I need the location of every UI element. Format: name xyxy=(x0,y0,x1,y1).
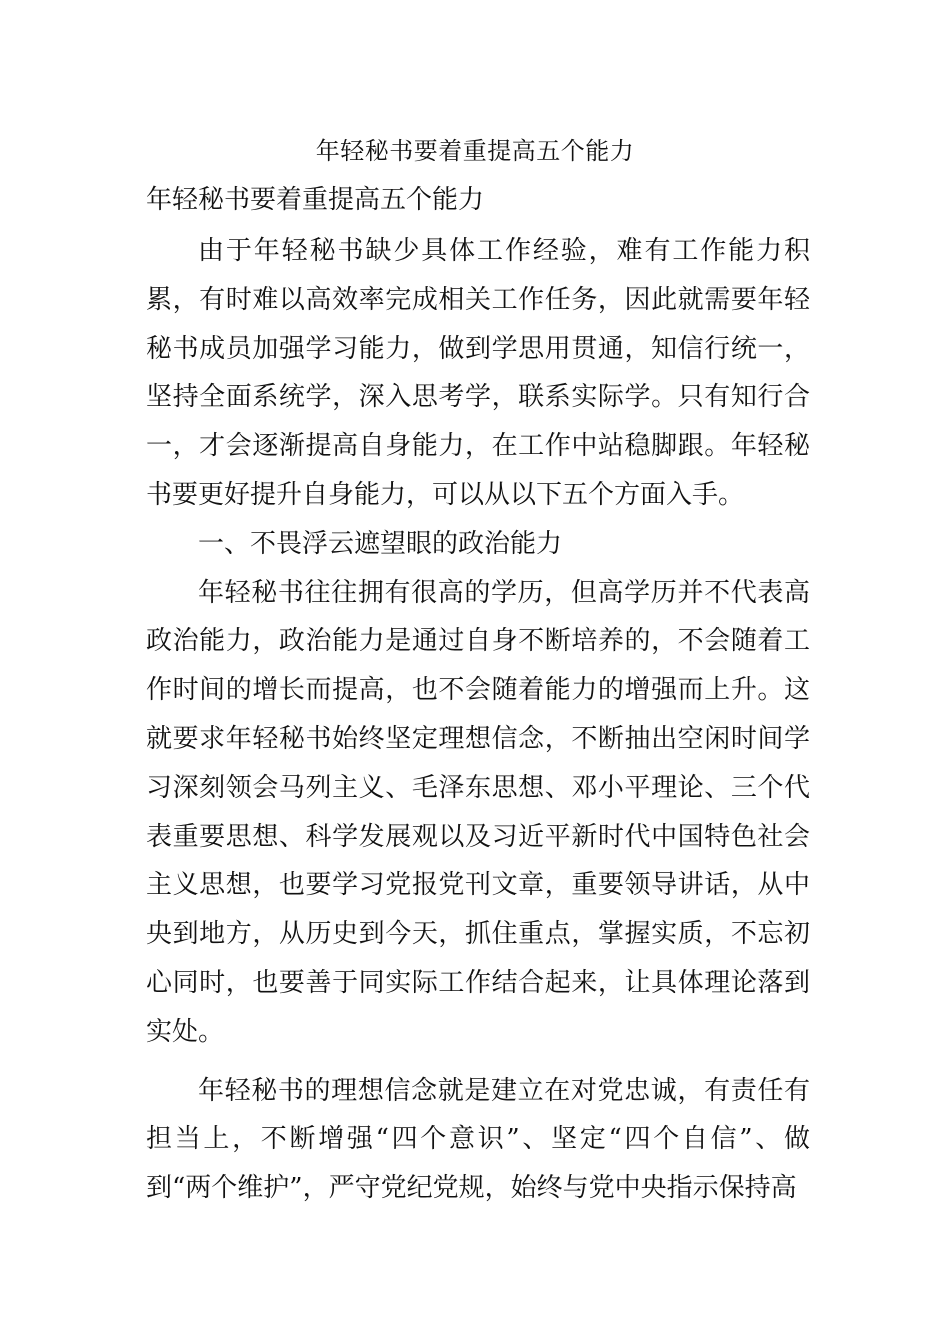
paragraph-ideals: 年轻秘书的理想信念就是建立在对党忠诚，有责任有担当上，不断增强“四个意识”、坚定“四个自信”、做到“两个维护”，严守党纪党规，始终与党中央指示保持高 xyxy=(146,1075,810,1204)
document-title: 年轻秘书要着重提高五个能力 xyxy=(315,137,635,165)
paragraph-intro: 由于年轻秘书缺少具体工作经验，难有工作能力积累，有时难以高效率完成相关工作任务，因此就需要年轻秘书成员加强学习能力，做到学思用贯通，知信行统一，坚持全面系统学，深入思考学，联系实际学。只有知行合一，才会逐渐提高自身能力，在工作中站稳脚跟。年轻秘书要更好提升自身能力，可以从以下五个方面入手。 xyxy=(146,236,810,510)
section-heading-1: 一、不畏浮云遮望眼的政治能力 xyxy=(198,528,563,559)
document-subtitle: 年轻秘书要着重提高五个能力 xyxy=(146,185,485,215)
paragraph-political-ability: 年轻秘书往往拥有很高的学历，但高学历并不代表高政治能力，政治能力是通过自身不断培养的，不会随着工作时间的增长而提高，也不会随着能力的增强而上升。这就要求年轻秘书始终坚定理想信念，不断抽出空闲时间学习深刻领会马列主义、毛泽东思想、邓小平理论、三个代表重要思想、科学发展观以及习近平新时代中国特色社会主义思想，也要学习党报党刊文章，重要领导讲话，从中央到地方，从历史到今天，抓住重点，掌握实质，不忘初心同时，也要善于同实际工作结合起来，让具体理论落到实处。 xyxy=(146,577,810,1047)
document-body xyxy=(146,227,810,1213)
